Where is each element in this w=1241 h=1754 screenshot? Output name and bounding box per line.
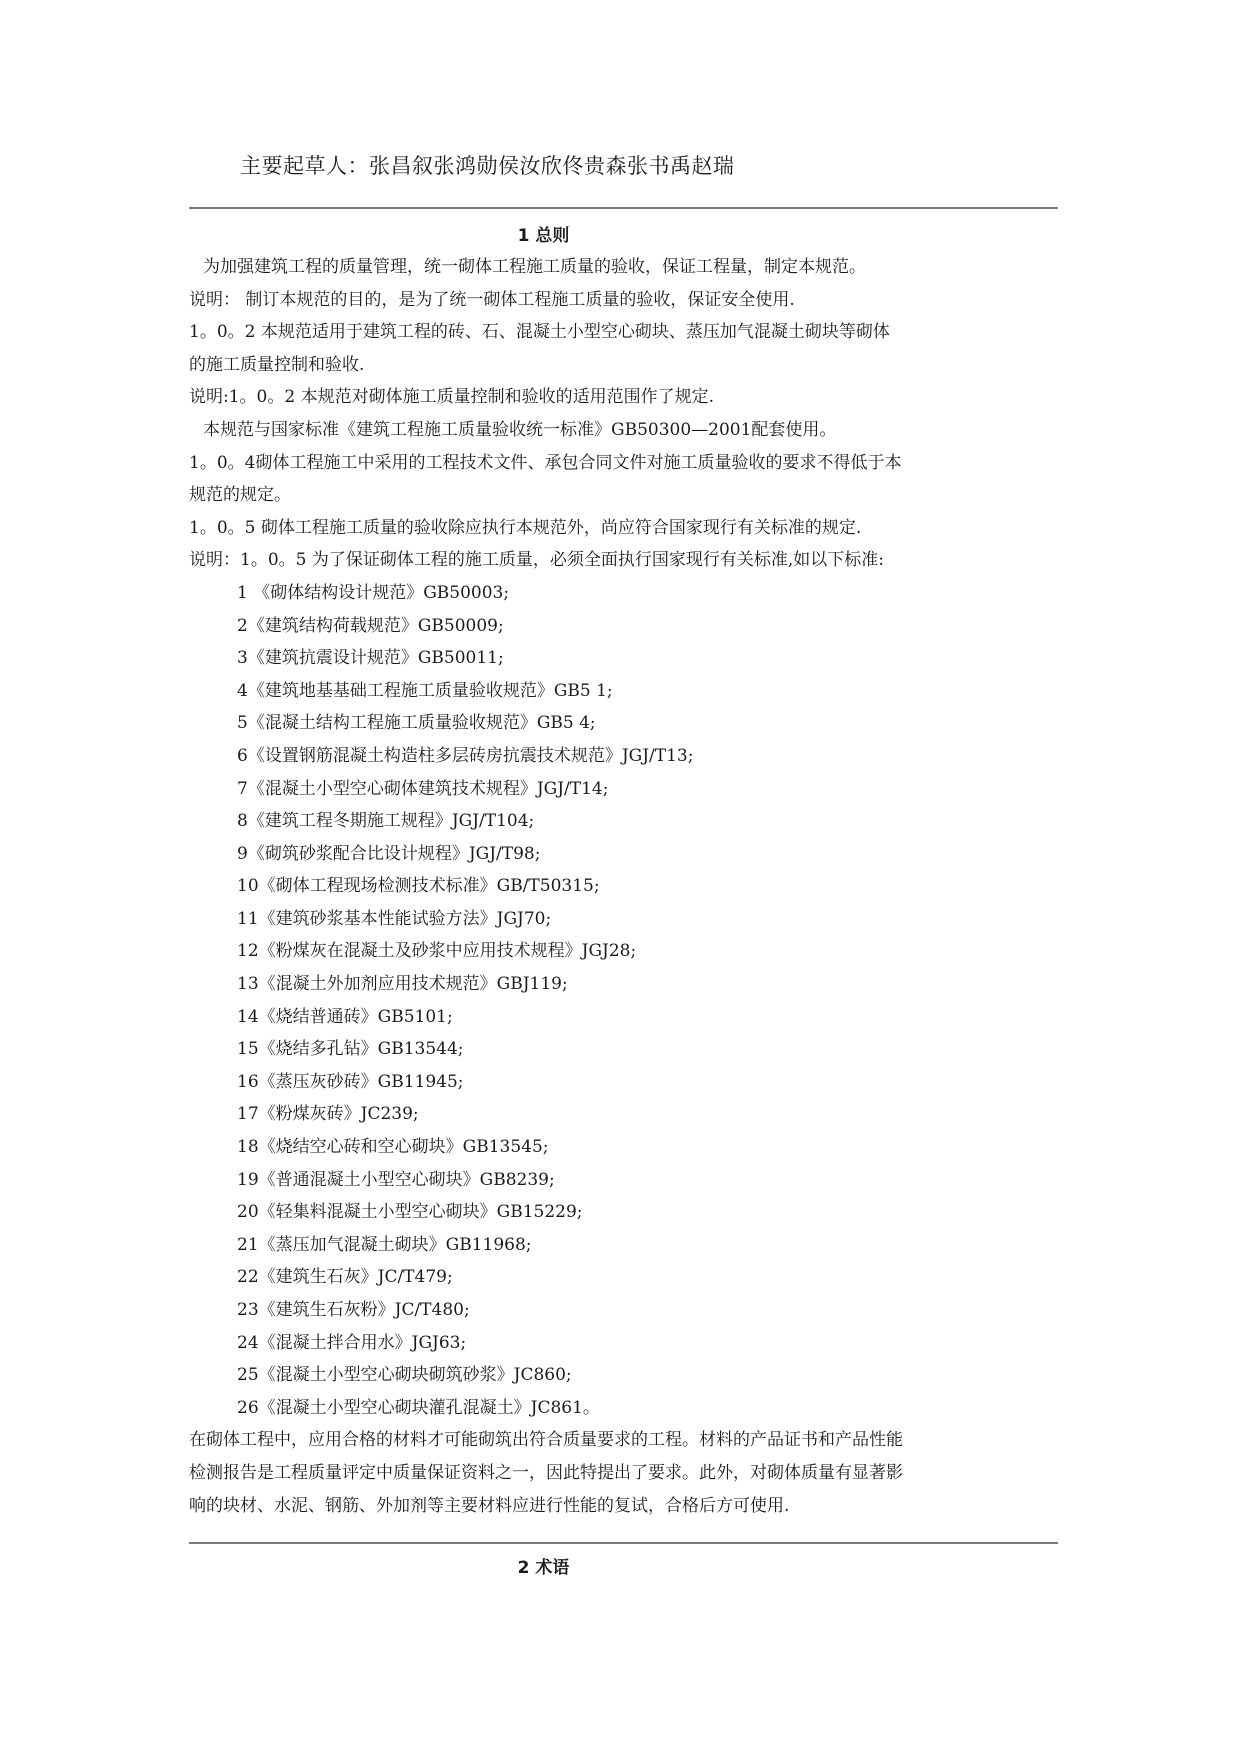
closing-paragraph-line: 响的块材、水泥、钢筋、外加剂等主要材料应进行性能的复试，合格后方可使用. [189,1495,790,1516]
standards-list-item: 21《蒸压加气混凝土砌块》GB11968; [237,1234,532,1255]
standards-list-item: 24《混凝土拌合用水》JGJ63; [237,1332,467,1353]
clause-line: 1。0。5 砌体工程施工质量的验收除应执行本规范外，尚应符合国家现行有关标准的规定. [189,517,862,538]
standards-list-item: 9《砌筑砂浆配合比设计规程》JGJ/T98; [237,843,541,864]
standards-list-item: 8《建筑工程冬期施工规程》JGJ/T104; [237,811,535,832]
closing-paragraph-line: 检测报告是工程质量评定中质量保证资料之一，因此特提出了要求。此外，对砌体质量有显著影 [189,1462,903,1483]
standards-list-item: 26《混凝土小型空心砌块灌孔混凝土》JC861。 [237,1397,600,1418]
paragraph-line: 本规范与国家标准《建筑工程施工质量验收统一标准》GB50300—2001配套使用。 [203,419,837,440]
explanation-line: 说明：1。0。5 为了保证砌体工程的施工质量，必须全面执行国家现行有关标准,如以下标准: [189,550,884,571]
standards-list-item: 1 《砌体结构设计规范》GB50003; [237,582,510,603]
section-1-body [189,251,1058,1522]
main-drafters-line: 主要起草人：张昌叙张鸿勋侯汝欣佟贵森张书禹赵瑞 [240,154,735,178]
section-divider-bottom [189,1542,1058,1544]
clause-line: 规范的规定。 [189,485,291,506]
standards-list-item: 14《烧结普通砖》GB5101; [237,1006,453,1027]
standards-list-item: 3《建筑抗震设计规范》GB50011; [237,648,504,669]
explanation-line: 说明： 制订本规范的目的，是为了统一砌体工程施工质量的验收，保证安全使用. [189,289,795,310]
standards-list-item: 25《混凝土小型空心砌块砌筑砂浆》JC860; [237,1365,572,1386]
standards-list-item: 13《混凝土外加剂应用技术规范》GBJ119; [237,974,568,995]
standards-list-item: 7《混凝土小型空心砌体建筑技术规程》JGJ/T14; [237,778,609,799]
section-1-heading: 1 总则 [517,226,570,246]
section-divider-top [189,207,1058,209]
standards-list-item: 19《普通混凝土小型空心砌块》GB8239; [237,1169,555,1190]
standards-list-item: 11《建筑砂浆基本性能试验方法》JGJ70; [237,908,552,929]
closing-paragraph-line: 在砌体工程中，应用合格的材料才可能砌筑出符合质量要求的工程。材料的产品证书和产品性能 [189,1430,903,1451]
standards-list-item: 15《烧结多孔钻》GB13544; [237,1039,464,1060]
standards-list-item: 17《粉煤灰砖》JC239; [237,1104,419,1125]
standards-list-item: 6《设置钢筋混凝土构造柱多层砖房抗震技术规范》JGJ/T13; [237,745,694,766]
standards-list-item: 18《烧结空心砖和空心砌块》GB13545; [237,1137,549,1158]
paragraph-line: 为加强建筑工程的质量管理，统一砌体工程施工质量的验收，保证工程量，制定本规范。 [203,257,866,277]
standards-list-item: 16《蒸压灰砂砖》GB11945; [237,1071,464,1092]
clause-line: 1。0。2 本规范适用于建筑工程的砖、石、混凝土小型空心砌块、蒸压加气混凝土砌块等砌体 [189,322,890,343]
standards-list [189,577,1058,1424]
standards-list-item: 4《建筑地基基础工程施工质量验收规范》GB5 1; [237,680,613,701]
section-2-heading: 2 术语 [517,1558,570,1578]
standards-list-item: 2《建筑结构荷载规范》GB50009; [237,615,504,636]
clause-line: 的施工质量控制和验收. [189,354,365,375]
standards-list-item: 22《建筑生石灰》JC/T479; [237,1267,453,1288]
standards-list-item: 10《砌体工程现场检测技术标准》GB/T50315; [237,876,600,897]
standards-list-item: 20《轻集料混凝土小型空心砌块》GB15229; [237,1202,583,1223]
explanation-line: 说明:1。0。2 本规范对砌体施工质量控制和验收的适用范围作了规定. [189,387,714,408]
standards-list-item: 12《粉煤灰在混凝土及砂浆中应用技术规程》JGJ28; [237,941,637,962]
standards-list-item: 23《建筑生石灰粉》JC/T480; [237,1300,470,1320]
clause-line: 1。0。4砌体工程施工中采用的工程技术文件、承包合同文件对施工质量验收的要求不得低于本 [189,452,902,473]
standards-list-item: 5《混凝土结构工程施工质量验收规范》GB5 4; [237,713,596,734]
